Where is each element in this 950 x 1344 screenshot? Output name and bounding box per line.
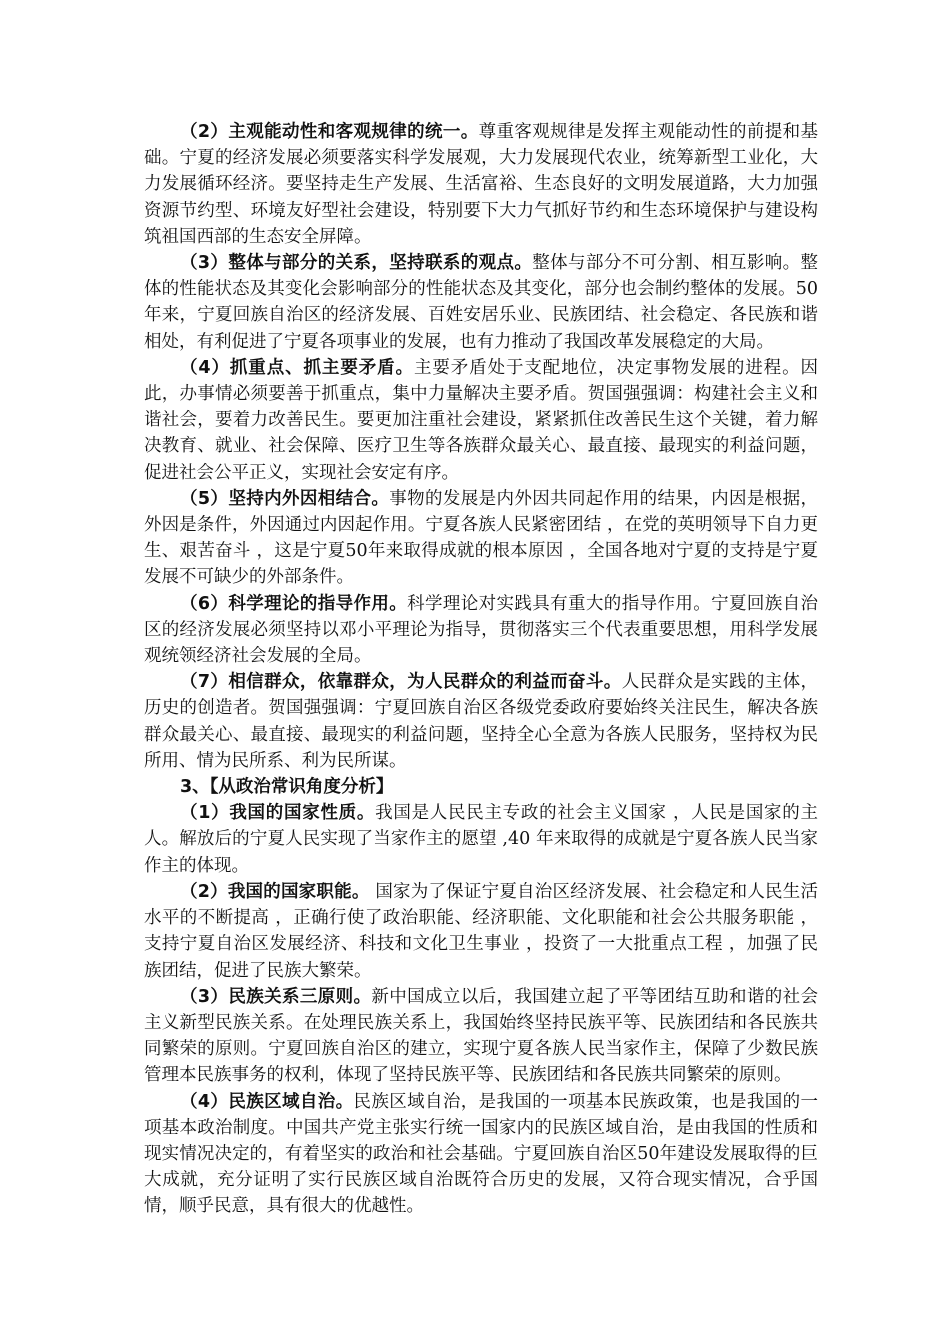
document-page: [144, 119, 818, 1220]
paragraph-state-functions: [144, 879, 818, 984]
paragraph-lead: （7）相信群众，依靠群众，为人民群众的利益而奋斗。: [180, 672, 622, 693]
paragraph-lead: （5）坚持内外因相结合。: [180, 488, 390, 509]
paragraph-body: 尊重客观规律是发挥主观能动性的前提和基础。宁夏的经济发展必须要落实科学发展观，大力发展现代农业，统筹新型工业化，大力发展循环经济。要坚持走生产发展、生活富裕、生态良好的文明发展道路，大力加强资源节约型、环境友好型社会建设，特别要下大力气抓好节约和生态环境保护与建设构筑祖国西部的生态安全屏障。: [144, 122, 819, 247]
paragraph-ethnic-relations: [144, 984, 818, 1089]
paragraph-lead: （3）民族关系三原则。: [180, 986, 372, 1007]
paragraph-whole-and-part: [144, 250, 818, 355]
paragraph-lead: （6）科学理论的指导作用。: [180, 593, 408, 614]
paragraph-lead: （1）我国的国家性质。: [180, 803, 376, 824]
paragraph-body: 国家为了保证宁夏自治区经济发展、社会稳定和人民生活水平的不断提高 ，正确行使了政治职能、经济职能、文化职能和社会公共服务职能 ，支持宁夏自治区发展经济、科技和文化卫生事业 ，投资了一大批重点工程 ，加强了民族团结，促进了民族大繁荣。: [144, 881, 818, 981]
paragraph-body: 事物的发展是内外因共同起作用的结果，内因是根据，外因是条件，外因通过内因起作用。宁夏各族人民紧密团结 ，在党的英明领导下自力更生、艰苦奋斗 ，这是宁夏50年来取得成就的根本原因 ，全国各地对宁夏的支持是宁夏发展不可缺少的外部条件。: [144, 488, 818, 588]
paragraph-lead: （3）整体与部分的关系，坚持联系的观点。: [180, 253, 533, 274]
paragraph-body: 科学理论对实践具有重大的指导作用。宁夏回族自治区的经济发展必须坚持以邓小平理论为指导，贯彻落实三个代表重要思想，用科学发展观统领经济社会发展的全局。: [144, 593, 818, 667]
paragraph-trust-the-masses: [144, 669, 818, 774]
paragraph-body: 我国是人民民主专政的社会主义国家 ，人民是国家的主人。解放后的宁夏人民实现了当家作主的愿望 ,40 年来取得的成就是宁夏各族人民当家作主的体现。: [144, 803, 819, 876]
paragraph-main-contradiction: [144, 355, 818, 486]
paragraph-body: 人民群众是实践的主体，历史的创造者。贺国强强调：宁夏回族自治区各级党委政府要始终关注民生，解决各族群众最关心、最直接、最现实的利益问题，坚持全心全意为各族人民服务，坚持权为民所用、情为民所系、利为民所谋。: [144, 672, 818, 771]
paragraph-lead: （4）抓重点、抓主要矛盾。: [180, 357, 414, 378]
paragraph-body: 新中国成立以后，我国建立起了平等团结互助和谐的社会主义新型民族关系。在处理民族关系上，我国始终坚持民族平等、民族团结和各民族共同繁荣的原则。宁夏回族自治区的建立，实现宁夏各族人民当家作主，保障了少数民族管理本民族事务的权利，体现了坚持民族平等、民族团结和各民族共同繁荣的原则。: [144, 986, 819, 1086]
paragraph-body: 整体与部分不可分割、相互影响。整体的性能状态及其变化会影响部分的性能状态及其变化，部分也会制约整体的发展。50年来，宁夏回族自治区的经济发展、百姓安居乐业、民族团结、社会稳定、各民族和谐相处，有利促进了宁夏各项事业的发展，也有力推动了我国改革发展稳定的大局。: [144, 253, 819, 352]
section-heading: 3、【从政治常识角度分析】: [180, 777, 394, 798]
paragraph-scientific-theory: [144, 591, 818, 670]
paragraph-subjective-initiative: [144, 119, 818, 250]
paragraph-lead: （4）民族区域自治。: [180, 1091, 354, 1112]
paragraph-body: 民族区域自治，是我国的一项基本民族政策，也是我国的一项基本政治制度。中国共产党主张实行统一国家内的民族区域自治，是由我国的性质和现实情况决定的，有着坚实的政治和社会基础。宁夏回族自治区50年建设发展取得的巨大成就，充分证明了实行民族区域自治既符合历史的发展，又符合现实情况，合乎国情，顺乎民意，具有很大的优越性。: [144, 1091, 818, 1217]
paragraph-internal-external-causes: [144, 486, 818, 591]
paragraph-state-nature: [144, 800, 818, 879]
paragraph-regional-autonomy: [144, 1089, 818, 1220]
section-heading-politics: [144, 774, 818, 800]
paragraph-lead: （2）我国的国家职能。: [180, 881, 370, 902]
paragraph-lead: （2）主观能动性和客观规律的统一。: [180, 122, 479, 142]
paragraph-body: 主要矛盾处于支配地位，决定事物发展的进程。因此，办事情必须要善于抓重点，集中力量解决主要矛盾。贺国强强调：构建社会主义和谐社会，要着力改善民生。要更加注重社会建设，紧紧抓住改善民生这个关键，着力解决教育、就业、社会保障、医疗卫生等各族群众最关心、最直接、最现实的利益问题，促进社会公平正义，实现社会安定有序。: [144, 357, 818, 483]
